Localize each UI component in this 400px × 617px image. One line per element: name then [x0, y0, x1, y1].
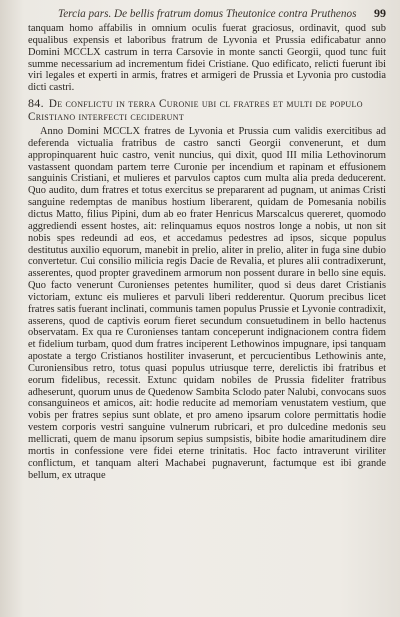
running-title: Tercia pars. De bellis fratrum domus Theutonice contra Pruthenos [58, 8, 357, 20]
chapter-heading [28, 97, 386, 124]
running-head [58, 6, 386, 21]
chapter-body-paragraph: Anno Domini MCCLX fratres de Lyvonia et Prussia cum validis exercitibus ad deferenda victualia fratribus de castro sancti Georgii convenerunt, et dum appropinquarent huic castro, venit nuncius, qui dixit, quod III milia Lethovinorum vastassent quondam partem terre Curonie per incendium et rapinam et effusionem sanguinis Cristiani, et mulieres et parvulos captos cum multa alia preda deducerent. Quo audito, dum fratres et totus exercitus se prepararent ad pugnam, ut animas Cristi sanguine redemptas de manibus hostium liberarent, quidam de Pomesania nobilis dictus Matto, filius Pipini, dum ab eo frater Henricus Marscalcus quereret, quomodo aggrediendi essent hostes, ait: relinquamus equos nostros longe a nobis, ut non sit nobis spes redeundi ad eos, et accedamus pedestres ad ipsos, sicque populus destitutus auxilio equorum, manebit in prelio, aliter in prelio, aliter in fuga sine dubio convertetur. Cui consilio milicia regis Dacie de Revalia, et plures alii contradixerunt, asserentes, quod propter gravedinem armorum non possent durare in bello sine equis. Quo facto venerunt Curonienses petentes humiliter, quod si deus daret Cristianis victoriam, extunc eis mulieres et parvuli liberi redderentur. Quorum precibus licet fratres satis fuerant inclinati, communis tamen populus Prussie et Lyvonie contradixit, asserens, quod de captivis eorum fieret secundum consuetudinem in bello hactenus observatam. Ex qua re Curonienses tantam conceperunt indignacionem contra fidem et fidelium turbam, quod dum fratres inciperent Lethowinos impugnare, ipsi tanquam apostate a tergo Cristianos hostiliter invaserunt, et percucientibus Lethowinis ante, Curoniensibus retro, totus quasi populus utriusque terre, derelictis ibi fratribus et eorum fidelibus, recessit. Extunc quidam nobiles de Prussia fideliter fratribus adheserunt, quorum unus de Quedenow Sambita Sclodo pater Nalubi, convocans suos consanguineos et amicos, ait: hodie reducite ad memoriam venustatem vestium, que vobis per fratres sepius sunt oblate, et pro ameno ipsarum colore permittatis hodie vestem corporis vestri sanguine vulnerum rubricari, et pro dulcedine medonis seu mellicrati, quem de manu ipsorum sepius sumpsistis, bibite hodie amaritudinem dire mortis in confessione vere fidei eterne trinitatis. Hoc facto intraverunt viriliter conflictum, et tanquam alteri Machabei pugnaverunt, factumque est ibi grande bellum, ex utraque [28, 126, 386, 481]
chapter-number: 84. [28, 96, 44, 111]
previous-chapter-paragraph: tanquam homo affabilis in omnium oculis fuerat graciosus, ordinavit, quod sub equalibus expensis et laboribus fratrum de Lyvonia et Prussia edificabatur anno Domini MCCLX castrum in terra Carsovie in monte sancti Georgii, quod tunc fuit summe necessarium ad incrementum fidei Cristiane. Quo edificato, relicti fuerunt ibi viri legales et experti in armis, fratres et armigeri de Prussia et Lyvonia pro custodia dicti castri. [28, 23, 386, 94]
chapter-title: De conflictu in terra Curonie ubi cl fratres et multi de populo Cristiano interfecti ceciderunt [28, 98, 363, 124]
page-number: 99 [374, 6, 386, 20]
